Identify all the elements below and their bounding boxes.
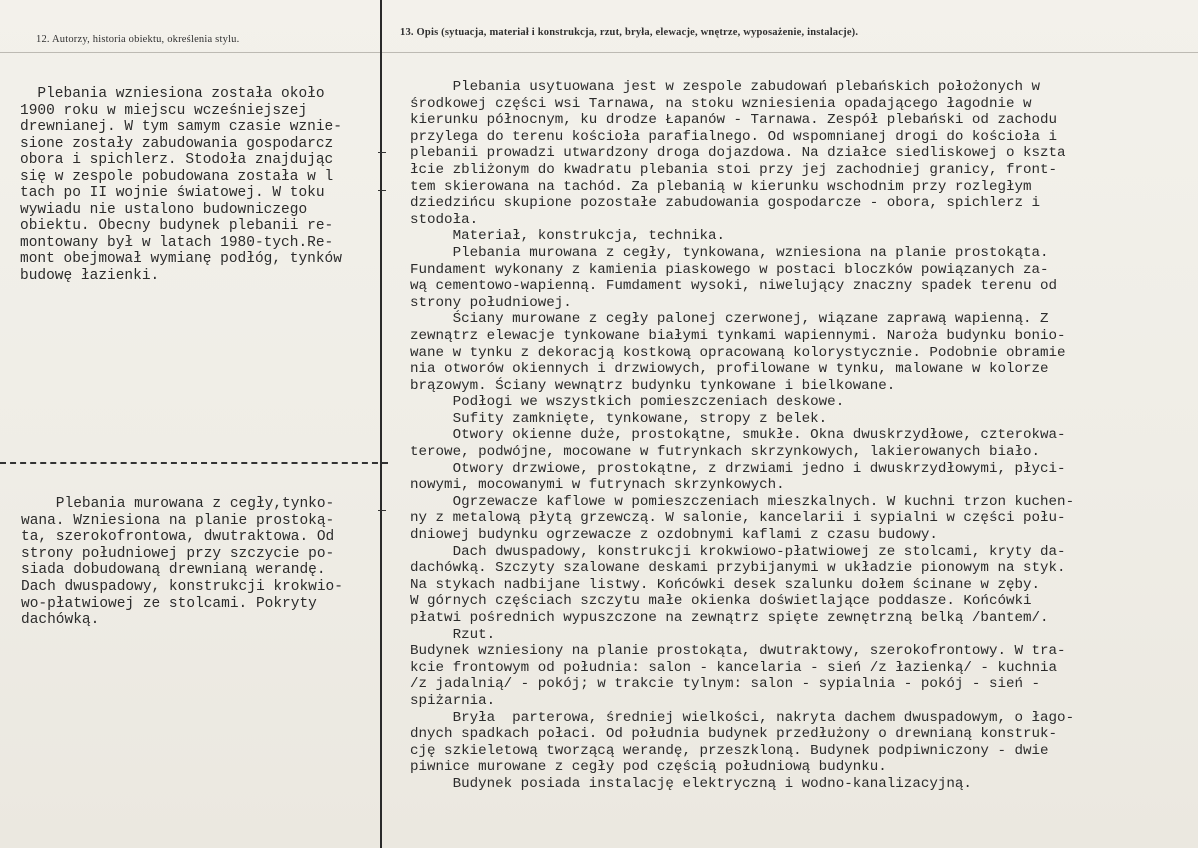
- section-13-header: 13. Opis (sytuacja, materiał i konstrukcja, rzut, bryła, elewacje, wnętrze, wyposażenie, instalacje).: [400, 27, 859, 38]
- header-divider-line: [0, 52, 1198, 53]
- section-12-header: 12. Autorzy, historia obiektu, określenia stylu.: [36, 34, 240, 45]
- section-12-typed-text: Plebania wzniesiona została około 1900 roku w miejscu wcześniejszej drewnianej. W tym samym czasie wznie- sione zostały zabudowania gospodarcz obora i spichlerz. Stodoła znajdując się w zespole pobudowana została w l tach po II wojnie światowej. W toku wywiadu nie ustalono budowniczego obiektu. Obecny budynek plebanii re- montowany był w latach 1980-tych.Re- mont obejmował wymianę podłóg, tynków budowę łazienki.: [20, 86, 342, 284]
- section-13-description-text: Plebania usytuowana jest w zespole zabudowań plebańskich położonych w środkowej części wsi Tarnawa, na stoku wzniesienia opadającego łagodnie w kierunku północnym, ku drodze Łapanów - Tarnawa. Zespół plebański od zachodu przylega do terenu kościoła parafialnego. Od wspomnianej drogi do kościoła i plebanii prowadzi utwardzony droga dojazdowa. Na działce siedliskowej o kszta łcie zbliżonym do kwadratu plebania stoi przy jej zachodniej granicy, front- tem skierowana na tachód. Za plebanią w kierunku wschodnim przy rozległym dziedzińcu skupione pozostałe zabudowania gospodarcze - obora, spichlerz i stodoła. Materiał, konstrukcja, technika. Plebania murowana z cegły, tynkowana, wzniesiona na planie prostokąta. Fundament wykonany z kamienia piaskowego w postaci bloczków powiązanych za- wą cementowo-wapienną. Fumdament wysoki, niwelujący znaczny spadek terenu od strony południowej. Ściany murowane z cegły palonej czerwonej, wiązane zaprawą wapienną. Z zewnątrz elewacje tynkowane białymi tynkami wapiennymi. Naroża budynku bonio- wane w tynku z dekoracją kostkową opracowaną kolorystycznie. Podobnie obramie nia otworów okiennych i drzwiowych, profilowane w tynku, malowane w kolorze brązowym. Ściany wewnątrz budynku tynkowane i bielkowane. Podłogi we wszystkich pomieszczeniach deskowe. Sufity zamknięte, tynkowane, stropy z belek. Otwory okienne duże, prostokątne, smukłe. Okna dwuskrzydłowe, czterokwa- terowe, podwójne, mocowane w futrynkach skrzynkowych, lakierowanych biało. Otwory drzwiowe, prostokątne, z drzwiami jedno i dwuskrzydłowymi, płyci- nowymi, mocowanymi w futrynach skrzynkowych. Ogrzewacze kaflowe w pomieszczeniach mieszkalnych. W kuchni trzon kuchen- ny z metalową płytą grzewczą. W salonie, kancelarii i sypialni w części połu- dniowej budynku ogrzewacze z ozdobnymi kaflami z czasu budowy. Dach dwuspadowy, konstrukcji krokwiowo-płatwiowej ze stolcami, kryty da- dachówką. Szczyty szalowane deskami przybijanymi w układzie pionowym na styk. Na stykach nadbijane listwy. Końcówki desek szalunku dołem ścinane w zęby. W górnych częściach szczytu małe okienka doświetlające poddasze. Końcówki płatwi pośrednich wypuszczone na zewnątrz spięte zewnętrzną belką /bantem/. Rzut. Budynek wzniesiony na planie prostokąta, dwutraktowy, szerokofrontowy. W tra- kcie frontowym od południa: salon - kancelaria - sień /z łazienką/ - kuchnia /z jadalnią/ - pokój; w trakcie tylnym: salon - sypialnia - pokój - sień - spiżarnia. Bryła parterowa, średniej wielkości, nakryta dachem dwuspadowym, o łago- dnych spadkach połaci. Od południa budynek przedłużony o drewnianą konstruk- cję szkieletową tworzącą werandę, przeszkloną. Budynek podpiwniczony - dwie piwnice murowane z cegły pod częścią południową budynku. Budynek posiada instalację elektryczną i wodno-kanalizacyjną.: [410, 79, 1075, 792]
- margin-tick-mark: [378, 510, 386, 511]
- section-12-summary-text: Plebania murowana z cegły,tynko- wana. Wzniesiona na planie prostoką- ta, szerokofrontowa, dwutraktowa. Od strony południowej przy szczycie po- siada dobudowaną drewnianą werandę. Dach dwuspadowy, konstrukcji krokwio- wo-płatwiowej ze stolcami. Pokryty dachówką.: [21, 496, 343, 629]
- column-divider-line: [380, 0, 382, 848]
- margin-tick-mark: [378, 190, 386, 191]
- margin-tick-mark: [378, 152, 386, 153]
- dashed-separator: [0, 462, 388, 464]
